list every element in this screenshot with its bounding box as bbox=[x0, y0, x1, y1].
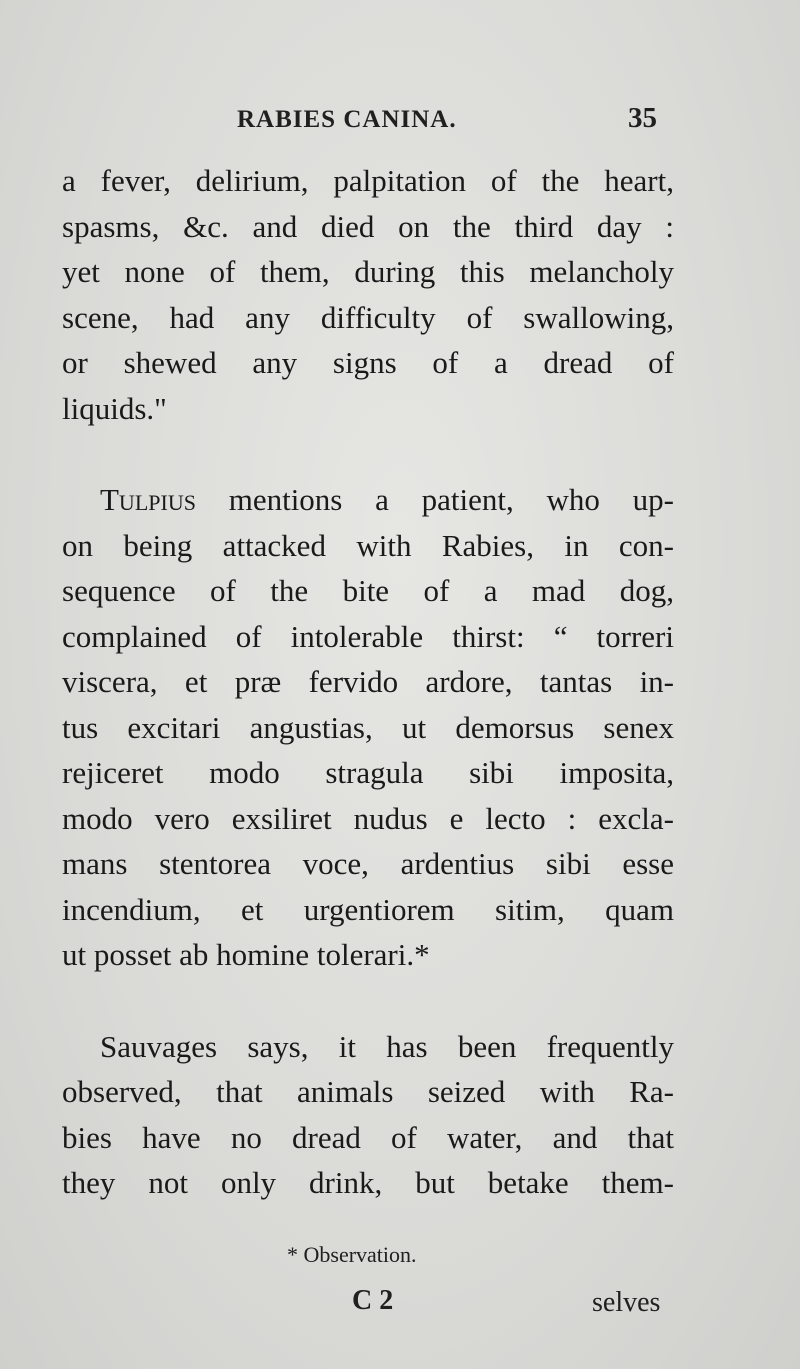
text-line: viscera, et præ fervido ardore, tantas in- bbox=[62, 664, 674, 699]
text-line: tus excitari angustias, ut demorsus senex bbox=[62, 709, 674, 745]
text-line: Sauvages says, it has been frequently bbox=[100, 1028, 674, 1064]
page-number: 35 bbox=[628, 102, 657, 134]
text-line: ut posset ab homine tolerari.* bbox=[62, 937, 430, 972]
text-line: spasms, &c. and died on the third day : bbox=[62, 208, 674, 244]
text-line: mans stentorea voce, ardentius sibi esse bbox=[62, 846, 674, 881]
body-text bbox=[62, 158, 674, 1206]
text-line: yet none of them, during this melancholy bbox=[62, 254, 674, 289]
signature-mark: C 2 bbox=[352, 1285, 394, 1316]
text-line: complained of intolerable thirst: “ torreri bbox=[62, 618, 674, 654]
text-line: sequence of the bite of a mad dog, bbox=[62, 573, 674, 608]
text-line: bies have no dread of water, and that bbox=[62, 1119, 674, 1155]
text-line: liquids." bbox=[62, 390, 167, 426]
footnote-text: * Observation. bbox=[287, 1242, 417, 1267]
text-line: incendium, et urgentiorem sitim, quam bbox=[62, 891, 674, 927]
text-line: a fever, delirium, palpitation of the heart, bbox=[62, 163, 674, 198]
text-fragment: mentions a patient, who up- bbox=[195, 482, 674, 517]
text-line bbox=[62, 477, 674, 523]
text-line: modo vero exsiliret nudus e lecto : excla- bbox=[62, 800, 674, 836]
text-line: scene, had any difficulty of swallowing, bbox=[62, 299, 674, 335]
text-line: they not only drink, but betake them- bbox=[62, 1165, 674, 1200]
author-name-tulpius: Tulpius bbox=[100, 482, 196, 517]
text-line: on being attacked with Rabies, in con- bbox=[62, 527, 674, 563]
catchword: selves bbox=[592, 1287, 661, 1318]
running-title: RABIES CANINA. bbox=[237, 106, 457, 133]
page-header bbox=[0, 100, 800, 140]
text-line: or shewed any signs of a dread of bbox=[62, 345, 674, 380]
text-line: rejiceret modo stragula sibi imposita, bbox=[62, 755, 674, 790]
text-line: observed, that animals seized with Ra- bbox=[62, 1074, 674, 1109]
